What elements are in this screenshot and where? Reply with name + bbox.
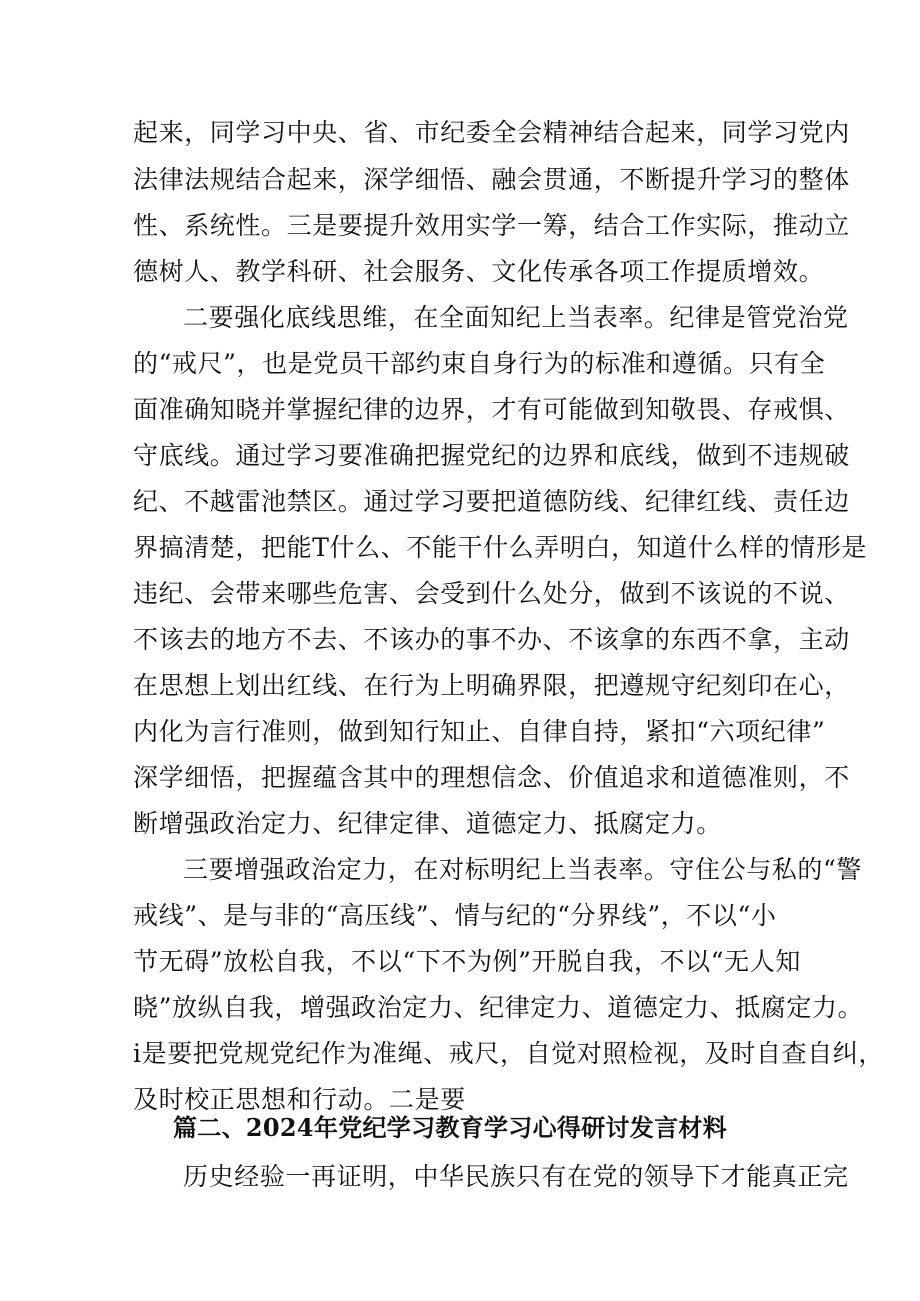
section-heading: 篇二、2024年党纪学习教育学习心得研讨发言材料 [173, 1113, 727, 1142]
body-text-line: 性、系统性。三是要提升效用实学一筹，结合工作实际，推动立 [133, 211, 850, 240]
body-text-line: 节无碍”放松自我，不以“下不为例”开脱自我，不以“无人知 [133, 947, 801, 976]
body-text-line: 在思想上划出红线、在行为上明确界限，把遵规守纪刻印在心， [133, 671, 850, 700]
body-text-line: 德树人、教学科研、社会服务、文化传承各项工作提质增效。 [133, 257, 825, 286]
body-text-line: i是要把党规党纪作为准绳、戒尺，自觉对照检视，及时自查自纠， [133, 1039, 884, 1068]
body-text-line: 起来，同学习中央、省、市纪委全会精神结合起来，同学习党内 [133, 118, 850, 147]
body-text-line: 违纪、会带来哪些危害、会受到什么处分，做到不该说的不说、 [133, 579, 850, 608]
body-text-line: 二要强化底线思维，在全面知纪上当表率。纪律是管党治党 [183, 303, 849, 332]
body-text-line: 晓”放纵自我，增强政治定力、纪律定力、道德定力、抵腐定力。 [133, 993, 864, 1022]
body-text-line: 断增强政治定力、纪律定律、道德定力、抵腐定力。 [133, 809, 722, 838]
body-text-line: 不该去的地方不去、不该办的事不办、不该拿的东西不拿，主动 [133, 625, 850, 654]
body-text-line: 纪、不越雷池禁区。通过学习要把道德防线、纪律红线、责任边 [133, 487, 850, 516]
body-text-line: 界搞清楚，把能T什么、不能干什么弄明白，知道什么样的情形是 [133, 533, 868, 562]
body-text-line: 深学细悟，把握蕴含其中的理想信念、价值追求和道德准则，不 [133, 763, 850, 792]
body-text-line: 戒线”、是与非的“高压线”、情与纪的“分界线”，不以“小 [133, 901, 777, 930]
body-text-line: 的“戒尺”，也是党员干部约束自身行为的标准和遵循。只有全 [133, 349, 826, 378]
body-text-line: 法律法规结合起来，深学细悟、融会贯通，不断提升学习的整体 [133, 165, 850, 194]
body-text-line: 及时校正思想和行动。二是要 [133, 1085, 466, 1114]
body-text-line: 历史经验一再证明，中华民族只有在党的领导下才能真正完 [183, 1162, 849, 1191]
body-text-line: 三要增强政治定力，在对标明纪上当表率。守住公与私的“警 [183, 855, 862, 884]
body-text-line: 内化为言行准则，做到知行知止、自律自持，紧扣“六项纪律” [133, 717, 826, 746]
body-text-line: 面准确知晓并掌握纪律的边界，才有可能做到知敬畏、存戒惧、 [133, 395, 850, 424]
body-text-line: 守底线。通过学习要准确把握党纪的边界和底线，做到不违规破 [133, 441, 850, 470]
